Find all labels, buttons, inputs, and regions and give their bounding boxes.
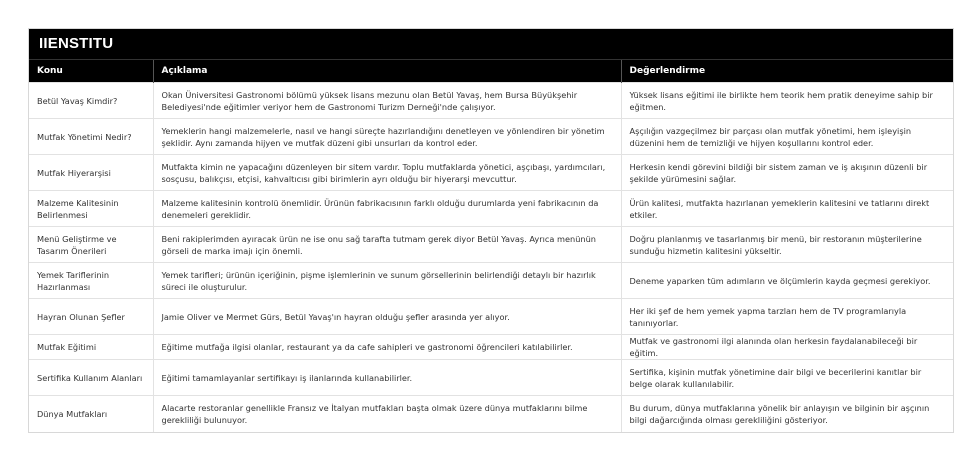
table-row (29, 263, 953, 299)
cell-degerlendirme: Deneme yaparken tüm adımların ve ölçümlerin kayda geçmesi gerekiyor. (621, 263, 953, 299)
cell-konu: Mutfak Yönetimi Nedir? (29, 119, 153, 155)
table-body (29, 83, 953, 432)
cell-aciklama: Mutfakta kimin ne yapacağını düzenleyen bir sitem vardır. Toplu mutfaklarda yönetici, aşçıbaşı, yardımcıları, sosçusu, balıkçısı, etçisi, kahvaltıcısı gibi birimlerin ayrı olduğu bir hiyerarşi mevcuttur. (153, 155, 621, 191)
content-table-card (28, 28, 954, 433)
cell-degerlendirme: Yüksek lisans eğitimi ile birlikte hem teorik hem pratik deneyime sahip bir eğitmen. (621, 83, 953, 119)
cell-degerlendirme: Bu durum, dünya mutfaklarına yönelik bir anlayışın ve bilginin bir aşçının bilgi dağarcığında olması gerekliliğini gösteriyor. (621, 396, 953, 432)
table-row (29, 299, 953, 335)
table-row (29, 227, 953, 263)
cell-aciklama: Eğitime mutfağa ilgisi olanlar, restaurant ya da cafe sahipleri ve gastronomi öğrencileri katılabilirler. (153, 335, 621, 360)
table-row (29, 335, 953, 360)
cell-aciklama: Eğitimi tamamlayanlar sertifikayı iş ilanlarında kullanabilirler. (153, 360, 621, 396)
cell-konu: Mutfak Eğitimi (29, 335, 153, 360)
header-degerlendirme: Değerlendirme (621, 60, 953, 83)
table-head (29, 60, 953, 83)
cell-konu: Malzeme Kalitesinin Belirlenmesi (29, 191, 153, 227)
cell-aciklama: Alacarte restoranlar genellikle Fransız ve İtalyan mutfakları başta olmak üzere dünya mutfaklarını bilme gerekliliği bulunuyor. (153, 396, 621, 432)
brand-header: IIENSTITU (29, 29, 953, 59)
cell-aciklama: Okan Üniversitesi Gastronomi bölümü yüksek lisans mezunu olan Betül Yavaş, hem Bursa Büyükşehir Belediyesi'nde eğitimler veriyor hem de Gastronomi Turizm Derneği'nde çalışıyor. (153, 83, 621, 119)
table-row (29, 83, 953, 119)
cell-aciklama: Yemek tarifleri; ürünün içeriğinin, pişme işlemlerinin ve sunum görsellerinin belirlendiği detaylı bir hazırlık süreci ile oluşturulur. (153, 263, 621, 299)
table-row (29, 155, 953, 191)
cell-degerlendirme: Mutfak ve gastronomi ilgi alanında olan herkesin faydalanabileceği bir eğitim. (621, 335, 953, 360)
cell-degerlendirme: Herkesin kendi görevini bildiği bir sistem zaman ve iş akışının düzenli bir şekilde yürümesini sağlar. (621, 155, 953, 191)
table-row (29, 396, 953, 432)
cell-konu: Hayran Olunan Şefler (29, 299, 153, 335)
table-row (29, 191, 953, 227)
cell-degerlendirme: Ürün kalitesi, mutfakta hazırlanan yemeklerin kalitesini ve tatlarını direkt etkiler. (621, 191, 953, 227)
cell-konu: Sertifika Kullanım Alanları (29, 360, 153, 396)
cell-konu: Dünya Mutfakları (29, 396, 153, 432)
cell-degerlendirme: Aşçılığın vazgeçilmez bir parçası olan mutfak yönetimi, hem işleyişin düzenini hem de temizliği ve hijyen koşullarını kontrol eder. (621, 119, 953, 155)
cell-aciklama: Jamie Oliver ve Mermet Gürs, Betül Yavaş'ın hayran olduğu şefler arasında yer alıyor. (153, 299, 621, 335)
header-row (29, 60, 953, 83)
cell-degerlendirme: Doğru planlanmış ve tasarlanmış bir menü, bir restoranın müşterilerine sunduğu hizmetin kalitesini yükseltir. (621, 227, 953, 263)
header-konu: Konu (29, 60, 153, 83)
cell-aciklama: Yemeklerin hangi malzemelerle, nasıl ve hangi süreçte hazırlandığını denetleyen ve yönlendiren bir yönetim şeklidir. Aynı zamanda hijyen ve mutfak düzeni gibi unsurları da kontrol eder. (153, 119, 621, 155)
info-table (29, 59, 953, 432)
cell-degerlendirme: Her iki şef de hem yemek yapma tarzları hem de TV programlarıyla tanınıyorlar. (621, 299, 953, 335)
cell-konu: Mutfak Hiyerarşisi (29, 155, 153, 191)
cell-konu: Menü Geliştirme ve Tasarım Önerileri (29, 227, 153, 263)
header-aciklama: Açıklama (153, 60, 621, 83)
table-row (29, 119, 953, 155)
table-row (29, 360, 953, 396)
cell-degerlendirme: Sertifika, kişinin mutfak yönetimine dair bilgi ve becerilerini kanıtlar bir belge olarak kullanılabilir. (621, 360, 953, 396)
cell-konu: Yemek Tariflerinin Hazırlanması (29, 263, 153, 299)
cell-aciklama: Beni rakiplerimden ayıracak ürün ne ise onu sağ tarafta tutmam gerek diyor Betül Yavaş. Ayrıca menünün görseli de marka imajı için önemli. (153, 227, 621, 263)
cell-aciklama: Malzeme kalitesinin kontrolü önemlidir. Ürünün fabrikacısının farklı olduğu durumlarda yeni fabrikacının da denemeleri gereklidir. (153, 191, 621, 227)
cell-konu: Betül Yavaş Kimdir? (29, 83, 153, 119)
